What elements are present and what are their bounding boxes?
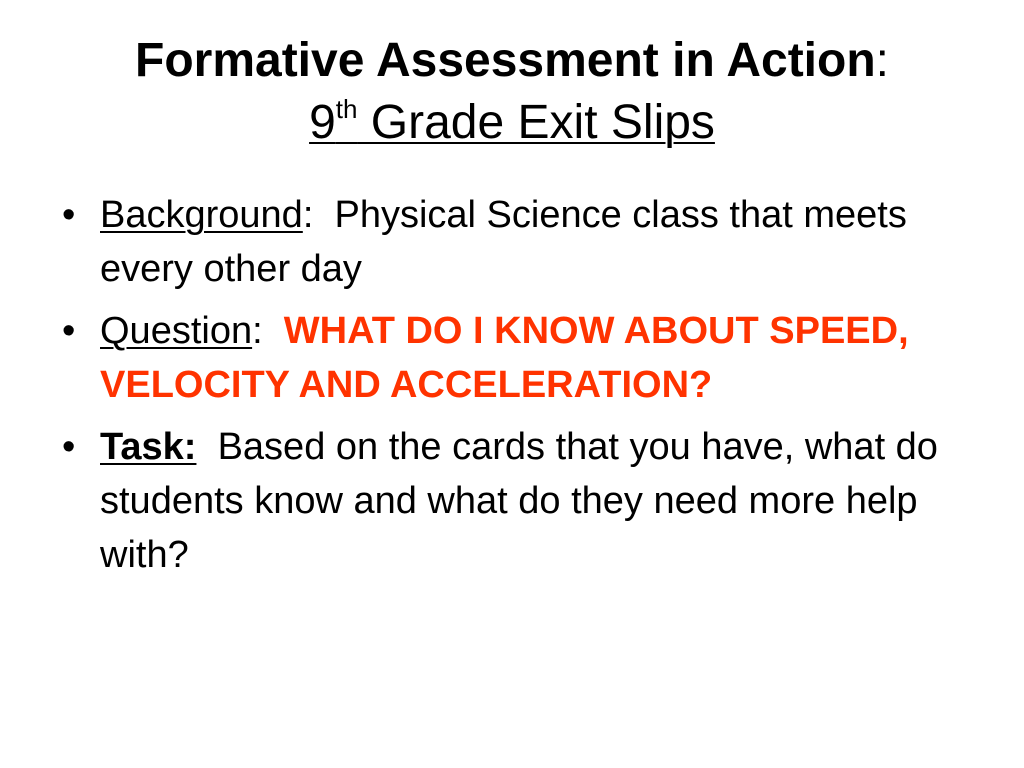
title-line-2 <box>0 92 1024 154</box>
bullet-label-background: Background <box>100 194 303 236</box>
title-subtitle <box>309 96 715 149</box>
bullet-list <box>62 188 962 590</box>
title-colon: : <box>875 34 889 87</box>
title-grade-superscript: th <box>335 94 358 124</box>
bullet-separator: : <box>302 194 335 236</box>
title-line-1 <box>0 30 1024 92</box>
bullet-background <box>62 188 962 296</box>
bullet-marker: • <box>62 194 76 236</box>
bullet-task <box>62 420 962 582</box>
bullet-separator: : <box>252 310 284 352</box>
bullet-separator <box>196 426 217 468</box>
title-main-text: Formative Assessment in Action <box>135 34 876 87</box>
bullet-label-question: Question <box>100 310 253 352</box>
bullet-text-question: WHAT DO I KNOW ABOUT SPEED, VELOCITY AND ACCELERATION? <box>100 310 909 406</box>
bullet-question <box>62 304 962 412</box>
title-grade-number: 9 <box>309 96 336 149</box>
slide-title <box>0 30 1024 154</box>
bullet-label-task: Task: <box>100 426 197 468</box>
title-subtitle-text: Grade Exit Slips <box>357 96 715 149</box>
bullet-marker: • <box>62 310 76 352</box>
bullet-text-task: Based on the cards that you have, what do students know and what do they need more help with? <box>100 426 938 576</box>
bullet-marker: • <box>62 426 76 468</box>
bullet-text-background: Physical Science class that meets every other day <box>100 194 907 290</box>
